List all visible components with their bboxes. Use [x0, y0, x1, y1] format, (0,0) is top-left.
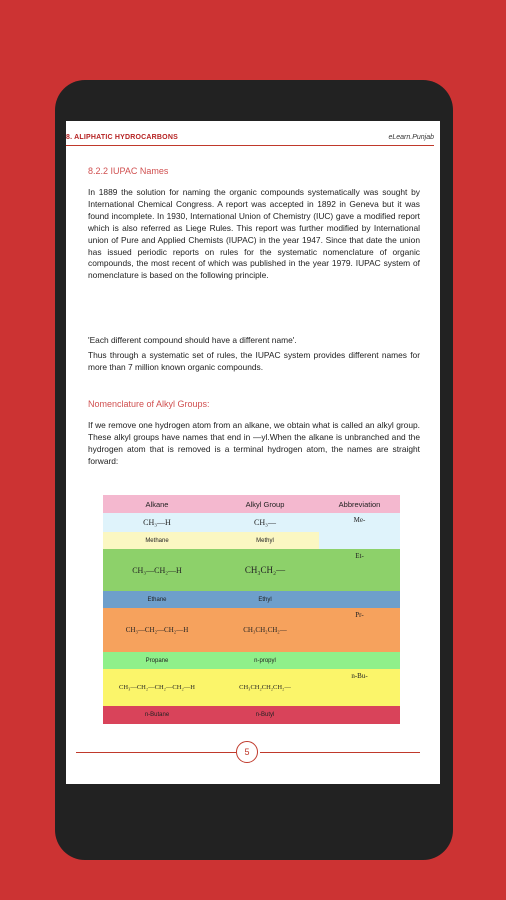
- table-row-names: [103, 706, 400, 724]
- alkyl-formula: CH₃—: [254, 518, 276, 527]
- brand-label: eLearn.Punjab: [388, 134, 434, 141]
- abbreviation: n-Bu-: [319, 669, 400, 706]
- alkane-name: n-Butane: [144, 712, 170, 718]
- footer-divider-left: [76, 752, 236, 753]
- alkane-name: Ethane: [147, 596, 167, 603]
- alkyl-name: n-propyl: [254, 657, 276, 664]
- alkyl-name: Ethyl: [258, 596, 272, 603]
- alkane-formula: CH₃—CH₂—CH₂—CH₂—H: [119, 684, 195, 691]
- paragraph-history: In 1889 the solution for naming the organic compounds systematically was sought by International Chemical Congress. A report was accepted in 1892 in Geneva but it was found incomplete. In 1930, International Union of Chemistry (IUC) gave a modified report which is also referred as Liege Rules. This report was further modified by International union of Pure and Applied Chemists (IUPAC) in the year 1947. Since that date the union has issued periodic reports on rules for the systematic nomenclature of organic compounds, the most recent of which was published in the year 1979. IUPAC system of nomenclature is based on the following principle.: [88, 187, 420, 281]
- header-alkyl-group: Alkyl Group: [211, 495, 319, 513]
- alkyl-groups-table: [103, 495, 400, 724]
- alkyl-name: n-Butyl: [255, 712, 275, 718]
- section-title-alkyl: Nomenclature of Alkyl Groups:: [88, 399, 210, 409]
- abbreviation-spacer: [319, 591, 400, 608]
- table-row: [103, 549, 400, 591]
- abbreviation: Pr-: [319, 608, 400, 652]
- page-number: 5: [236, 741, 258, 763]
- alkane-name: Methane: [145, 537, 169, 544]
- alkane-formula: CH₃—H: [143, 518, 171, 527]
- alkane-formula: CH₃—CH₂—H: [132, 565, 182, 575]
- alkyl-formula: CH₃CH₂CH₂—: [243, 626, 287, 634]
- header-abbreviation: Abbreviation: [319, 495, 400, 513]
- abbreviation: Et-: [319, 549, 400, 591]
- chapter-title: 8. ALIPHATIC HYDROCARBONS: [66, 134, 178, 141]
- footer-divider-right: [260, 752, 420, 753]
- table-row: [103, 669, 400, 706]
- table-row: [103, 513, 400, 532]
- alkyl-formula: CH₃CH₂—: [244, 565, 286, 575]
- section-title-iupac: 8.2.2 IUPAC Names: [88, 166, 169, 176]
- abbreviation-spacer: [319, 706, 400, 724]
- paragraph-alkyl: If we remove one hydrogen atom from an alkane, we obtain what is called an alkyl group. These alkyl groups have names that end in —yl.When the alkane is unbranched and the hydrogen atom that is removed is a terminal hydrogen atom, the names are straight forward:: [88, 420, 420, 466]
- page-header: [66, 131, 440, 149]
- book-page[interactable]: [66, 121, 440, 784]
- header-divider: [66, 145, 434, 146]
- table-row: [103, 608, 400, 652]
- phone-bezel-bottom: [55, 800, 453, 860]
- paragraph-names: Thus through a systematic set of rules, the IUPAC system provides different names for more than 7 million known organic compounds.: [88, 350, 420, 372]
- alkane-formula: CH₃—CH₂—CH₂—H: [125, 626, 189, 634]
- header-alkane: Alkane: [103, 495, 211, 513]
- abbreviation-spacer: [319, 652, 400, 669]
- alkane-name: Propane: [145, 657, 169, 664]
- alkyl-name: Methyl: [256, 537, 274, 544]
- paragraph-principle: 'Each different compound should have a different name'.: [88, 335, 297, 345]
- abbreviation: Me-: [319, 513, 400, 549]
- table-row-names: [103, 652, 400, 669]
- table-header-row: [103, 495, 400, 513]
- table-row-names: [103, 591, 400, 608]
- alkyl-formula: CH₃CH₂CH₂CH₂—: [239, 684, 291, 691]
